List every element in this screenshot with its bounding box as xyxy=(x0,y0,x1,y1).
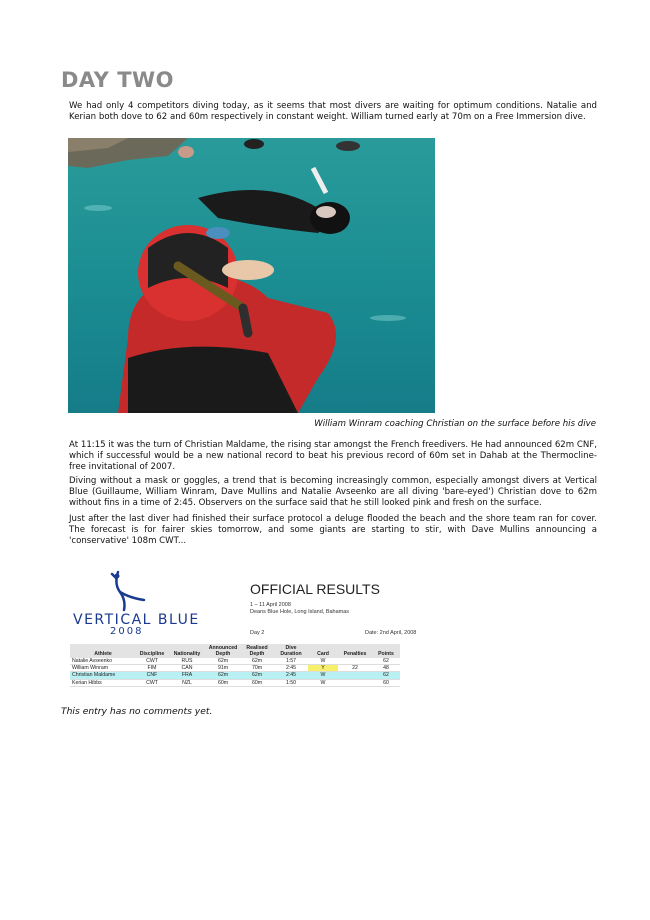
results-date: Date: 2nd April, 2008 xyxy=(365,630,417,636)
cell-duration: 2:45 xyxy=(274,665,308,672)
col-penalties: Penalties xyxy=(338,644,372,658)
diving-photo xyxy=(68,138,435,413)
comments-notice: This entry has no comments yet. xyxy=(61,706,213,717)
results-location: Deans Blue Hole, Long Island, Bahamas xyxy=(250,609,350,615)
cell-penalties xyxy=(338,679,372,686)
page-title: DAY TWO xyxy=(61,68,175,92)
col-card: Card xyxy=(308,644,338,658)
cell-discipline: CNF xyxy=(136,672,168,679)
cell-athlete: Natalie Avseenko xyxy=(70,658,136,665)
vertical-blue-logo xyxy=(68,570,198,640)
table-row xyxy=(70,658,400,665)
cell-card: W xyxy=(308,658,338,665)
cell-realised: 62m xyxy=(240,672,274,679)
col-athlete: Athlete xyxy=(70,644,136,658)
col-realised: Realised Depth xyxy=(240,644,274,658)
official-results-image xyxy=(68,570,438,695)
cell-points: 48 xyxy=(372,665,400,672)
body-paragraph: At 11:15 it was the turn of Christian Maldame, the rising star amongst the French freedivers. He had announced 62m CNF, which if successful would be a new national record to beat his previous record of 60m set in Dahab at the Thermocline-free invitational of 2007. xyxy=(69,440,597,473)
table-row xyxy=(70,679,400,686)
cell-penalties: 22 xyxy=(338,665,372,672)
cell-card: W xyxy=(308,672,338,679)
cell-points: 62 xyxy=(372,672,400,679)
cell-penalties xyxy=(338,672,372,679)
cell-points: 60 xyxy=(372,679,400,686)
results-dates: 1 – 11 April 2008 xyxy=(250,602,291,608)
logo-text: VERTICAL BLUE xyxy=(73,612,200,628)
cell-athlete: Christian Maldame xyxy=(70,672,136,679)
cell-penalties xyxy=(338,658,372,665)
cell-nationality: FRA xyxy=(168,672,206,679)
photo-caption: William Winram coaching Christian on the surface before his dive xyxy=(314,419,596,429)
photo-illustration xyxy=(68,138,435,413)
cell-discipline: CWT xyxy=(136,679,168,686)
results-day: Day 2 xyxy=(250,630,265,636)
cell-discipline: FIM xyxy=(136,665,168,672)
table-row xyxy=(70,665,400,672)
cell-announced: 91m xyxy=(206,665,240,672)
body-paragraph: Just after the last diver had finished their surface protocol a deluge flooded the beach and the shore team ran for cover. The forecast is for fairer skies tomorrow, and some giants are starting to stir, with Dave Mullins announcing a 'conservative' 108m CWT... xyxy=(69,514,597,547)
table-row-highlighted xyxy=(70,672,400,679)
cell-points: 62 xyxy=(372,658,400,665)
results-table xyxy=(70,644,400,687)
table-header-row xyxy=(70,644,400,658)
diver-logo-icon xyxy=(68,570,198,615)
cell-card: W xyxy=(308,679,338,686)
col-points: Points xyxy=(372,644,400,658)
cell-realised: 60m xyxy=(240,679,274,686)
cell-duration: 1:57 xyxy=(274,658,308,665)
col-announced: Announced Depth xyxy=(206,644,240,658)
cell-announced: 62m xyxy=(206,658,240,665)
cell-athlete: Kerian Hibbs xyxy=(70,679,136,686)
results-meta xyxy=(250,602,349,616)
results-title: OFFICIAL RESULTS xyxy=(250,581,380,597)
cell-duration: 2:45 xyxy=(274,672,308,679)
cell-nationality: NZL xyxy=(168,679,206,686)
cell-announced: 60m xyxy=(206,679,240,686)
col-nationality: Nationality xyxy=(168,644,206,658)
cell-card-yellow: Y xyxy=(308,665,338,672)
logo-year: 2008 xyxy=(110,626,144,637)
cell-realised: 70m xyxy=(240,665,274,672)
col-discipline: Discipline xyxy=(136,644,168,658)
cell-athlete: William Winram xyxy=(70,665,136,672)
cell-announced: 62m xyxy=(206,672,240,679)
cell-nationality: CAN xyxy=(168,665,206,672)
body-paragraph: Diving without a mask or goggles, a trend that is becoming increasingly common, especially amongst divers at Vertical Blue (Guillaume, William Winram, Dave Mullins and Natalie Avseenko are all diving 'bare-eyed') Christian dove to 62m without fins in a time of 2:45. Observers on the surface said that he still looked pink and fresh on the surface. xyxy=(69,476,597,509)
cell-duration: 1:50 xyxy=(274,679,308,686)
intro-paragraph: We had only 4 competitors diving today, as it seems that most divers are waiting for optimum conditions. Natalie and Kerian both dove to 62 and 60m respectively in constant weight. William turned early at 70m on a Free Immersion dive. xyxy=(69,101,597,123)
col-duration: Dive Duration xyxy=(274,644,308,658)
cell-discipline: CWT xyxy=(136,658,168,665)
cell-realised: 62m xyxy=(240,658,274,665)
cell-nationality: RUS xyxy=(168,658,206,665)
